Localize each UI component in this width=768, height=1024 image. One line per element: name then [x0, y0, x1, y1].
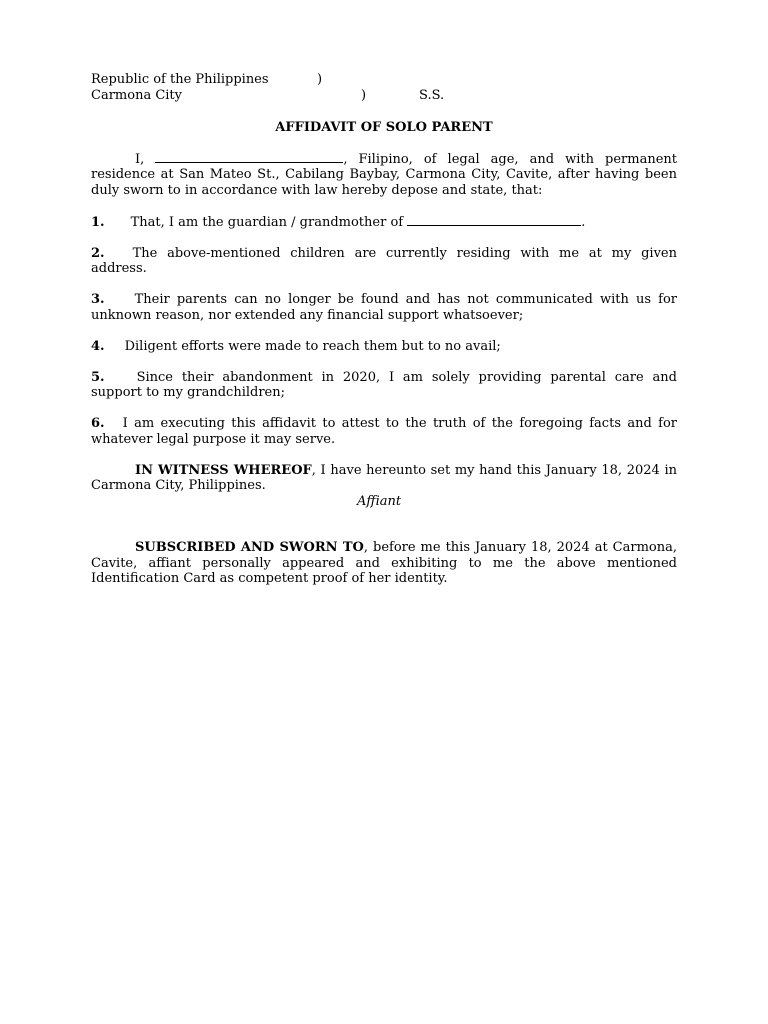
intro-paragraph — [91, 151, 677, 199]
item-1-number: 1. — [91, 214, 105, 230]
jurat-text: , before me this January 18, 2024 at Carmona, Cavite, affiant personally appeared and exhibiting to me the above mentioned Identification Card as competent proof of her identity. — [91, 540, 677, 586]
name-blank — [155, 151, 343, 163]
venue-paren-2: ) — [361, 88, 367, 103]
item-3 — [91, 292, 677, 323]
item-1 — [91, 214, 677, 231]
item-2-number: 2. — [91, 245, 105, 261]
item-1-text: That, I am the guardian / grandmother of — [130, 214, 404, 230]
intro-prefix: I, — [135, 151, 145, 167]
item-6-text: I am executing this affidavit to attest to the truth of the foregoing facts and for whatever legal purpose it may serve. — [91, 416, 677, 447]
venue-ss: S.S. — [419, 88, 445, 103]
item-4 — [91, 339, 677, 355]
venue-paren-1: ) — [317, 72, 323, 87]
item-2 — [91, 246, 677, 277]
item-6 — [91, 416, 677, 447]
venue-block — [91, 72, 677, 105]
grandchildren-blank — [407, 214, 581, 226]
affidavit-body — [91, 72, 677, 602]
item-2-text: The above-mentioned children are currently residing with me at my given address. — [91, 245, 677, 276]
venue-city: Carmona City — [91, 88, 182, 103]
item-5 — [91, 370, 677, 401]
item-4-number: 4. — [91, 338, 105, 354]
item-5-text: Since their abandonment in 2020, I am solely providing parental care and support to my grandchildren; — [91, 369, 677, 400]
item-4-text: Diligent efforts were made to reach them but to no avail; — [124, 338, 501, 354]
affiant-label: Affiant — [357, 493, 402, 509]
intro-text: , Filipino, of legal age, and with permanent residence at San Mateo St., Cabilang Baybay, Carmona City, Cavite, after having been duly sworn to in accordance with law hereby depose and state, that: — [91, 151, 677, 198]
witness-paragraph — [91, 463, 677, 494]
venue-country: Republic of the Philippines — [91, 72, 269, 87]
item-5-number: 5. — [91, 369, 105, 385]
item-6-number: 6. — [91, 416, 105, 431]
item-3-number: 3. — [91, 292, 105, 307]
witness-text: , I have hereunto set my hand this January 18, 2024 in Carmona City, Philippines. — [91, 462, 677, 493]
item-1-end: . — [581, 214, 586, 230]
jurat-paragraph — [91, 540, 677, 587]
item-3-text: Their parents can no longer be found and has not communicated with us for unknown reason, nor extended any financial support whatsoever; — [91, 292, 677, 323]
document-title: AFFIDAVIT OF SOLO PARENT — [275, 120, 493, 135]
witness-lead: IN WITNESS WHEREOF — [135, 462, 312, 478]
jurat-lead: SUBSCRIBED AND SWORN TO — [135, 540, 364, 555]
